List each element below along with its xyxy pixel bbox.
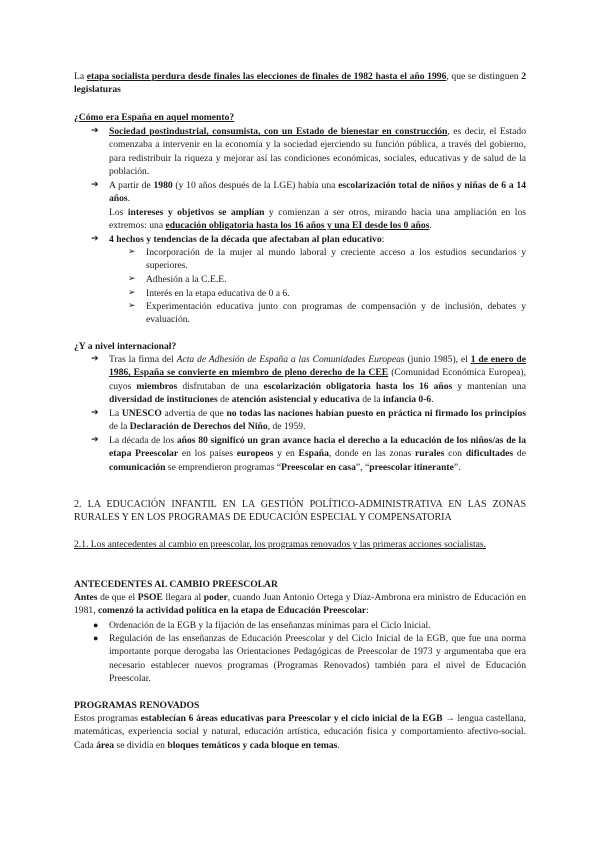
subsection-2-1-title: 2.1. Los antecedentes al cambio en preescolar, los programas renovados y las primeras acciones socialistas. [74, 539, 487, 550]
sub-item: Adhesión a la C.E.E. [146, 274, 227, 285]
bullet-cee: Tras la firma del Acta de Adhesión de España a las Comunidades Europeas (junio 1985), el 1 de enero de 1986, España se convierte en miembro de pleno derecho de la CEE (Comunidad Económica Europea), cuyos miembros disfrutaban de una escolarización obligatoria hasta los 16 años y mantenían una diversidad de instituciones de atención asistencial y educativa de la infancia 0-6. [109, 354, 526, 405]
paragraph-renovados: Estos programas establecían 6 áreas educativas para Preescolar y el ciclo inicial de la EGB → lengua castellana, matemáticas, experiencia social y natural, educación artística, educación física y comportamiento afectivo-social. Cada área se dividía en bloques temáticos y cada bloque en temas. [74, 713, 526, 751]
paragraph-antecedentes: Antes de que el PSOE llegara al poder, cuando Juan Antonio Ortega y Díaz-Ambrona era ministro de Educación en 1981, comenzó la actividad política en la etapa de Educación Preescolar: [74, 592, 526, 617]
bullet-4-hechos: 4 hechos y tendencias de la década que afectaban al plan educativo: [109, 234, 385, 245]
arrow-icon: ➔ [91, 234, 99, 244]
paragraph-intereses: Los intereses y objetivos se amplían y comienzan a ser otros, mirando hacia una ampliación en los extremos: una educación obligatoria hasta los 16 años y una EI desde los 0 años. [109, 207, 526, 232]
bullet-icon: ● [93, 633, 99, 643]
section-heading-espana: ¿Cómo era España en aquel momento? [74, 112, 235, 123]
bullet-anos-80: La década de los años 80 significó un gran avance hacia el derecho a la educación de los niños/as de la etapa Preescolar en los países europeos y en España, donde en las zonas rurales con dificultades de comunicación se emprendieron programas “Preescolar en casa”, “preescolar itinerante”. [109, 435, 526, 473]
bullet-unesco: La UNESCO advertía de que no todas las naciones habían puesto en práctica ni firmado los principios de la Declaración de Derechos del Niño, de 1959. [109, 408, 526, 433]
sub-item: Interés en la etapa educativa de 0 a 6. [146, 288, 290, 299]
section-2-title: 2. LA EDUCACIÓN INFANTIL EN LA GESTIÓN POLÍTICO-ADMINISTRATIVA EN LAS ZONAS RURALES Y EN LOS PROGRAMAS DE EDUCACIÓN ESPECIAL Y COMPENSATORIA [74, 499, 526, 524]
arrow-icon: ➔ [91, 408, 99, 418]
sub-item: Experimentación educativa junto con programas de compensación y de inclusión, debates y evaluación. [146, 301, 526, 326]
bullet-icon: ● [93, 620, 99, 630]
list-item: Regulación de las enseñanzas de Educación Preescolar y del Ciclo Inicial de la EGB, que fue una norma importante porque derogaba las Orientaciones Pedagógicas de Preescolar de 1973 y argumentaba que era necesario establecer nuevos programas (Programas Renovados) también para el nivel de Educación Preescolar. [109, 633, 526, 684]
intro-paragraph [74, 70, 526, 97]
arrow-icon: ➔ [91, 435, 99, 445]
intro-text: , que se distinguen [446, 71, 522, 82]
sub-item: Incorporación de la mujer al mundo laboral y creciente acceso a los estudios secundarios y superiores. [146, 247, 526, 272]
arrowhead-icon: ➢ [128, 274, 136, 284]
intro-highlight: etapa socialista perdura desde finales las elecciones de finales de 1982 hasta el año 1996 [86, 71, 447, 82]
list-item: Ordenación de la EGB y la fijación de las enseñanzas mínimas para el Ciclo Inicial. [109, 620, 431, 631]
intro-legislaturas: 2 legislaturas [74, 71, 526, 96]
heading-programas-renovados: PROGRAMAS RENOVADOS [74, 700, 200, 711]
arrow-icon: ➔ [91, 126, 99, 136]
arrowhead-icon: ➢ [128, 247, 136, 257]
heading-antecedentes: ANTECEDENTES AL CAMBIO PREESCOLAR [74, 579, 278, 590]
intro-text: La [74, 71, 87, 82]
bullet-sociedad: Sociedad postindustrial, consumista, con un Estado de bienestar en construcción, es decir, el Estado comenzaba a intervenir en la economía y la sociedad ejerciendo su función pública, a través del gobierno, para redistribuir la riqueza y mejorar así las condiciones económicas, sociales, educativas y de salud de la población. [109, 126, 526, 177]
bullet-1980: A partir de 1980 (y 10 años después de la LGE) había una escolarización total de niños y niñas de 6 a 14 años. [109, 180, 526, 205]
arrow-icon: ➔ [91, 180, 99, 190]
arrow-icon: ➔ [91, 354, 99, 364]
arrowhead-icon: ➢ [128, 301, 136, 311]
arrowhead-icon: ➢ [128, 288, 136, 298]
section-heading-internacional: ¿Y a nivel internacional? [74, 341, 177, 352]
